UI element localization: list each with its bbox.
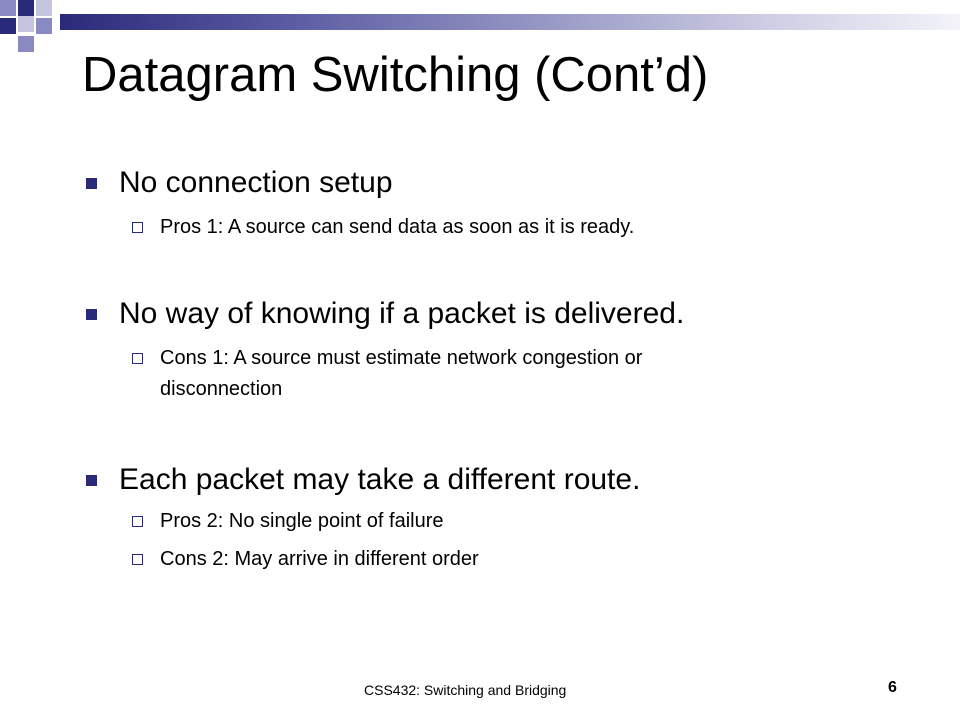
square-bullet-icon bbox=[86, 178, 97, 189]
square-bullet-icon bbox=[86, 309, 97, 320]
hollow-square-bullet-icon bbox=[132, 222, 143, 233]
sub-bullet-text: Cons 1: A source must estimate network congestion or bbox=[160, 347, 643, 369]
sub-bullet-text: Pros 2: No single point of failure bbox=[160, 510, 444, 532]
bullet-text: No connection setup bbox=[119, 166, 393, 199]
bullet-text: No way of knowing if a packet is delivered. bbox=[119, 297, 685, 330]
page-number: 6 bbox=[888, 679, 897, 696]
slide-footer: CSS432: Switching and Bridging bbox=[364, 682, 567, 698]
slide-title: Datagram Switching (Cont’d) bbox=[82, 48, 709, 102]
sub-bullet-text: Pros 1: A source can send data as soon as it is ready. bbox=[160, 216, 635, 238]
hollow-square-bullet-icon bbox=[132, 516, 143, 527]
bullet-text: Each packet may take a different route. bbox=[119, 463, 641, 496]
hollow-square-bullet-icon bbox=[132, 554, 143, 565]
hollow-square-bullet-icon bbox=[132, 353, 143, 364]
sub-bullet-text-continued: disconnection bbox=[160, 378, 283, 400]
square-bullet-icon bbox=[86, 475, 97, 486]
sub-bullet-text: Cons 2: May arrive in different order bbox=[160, 548, 479, 570]
